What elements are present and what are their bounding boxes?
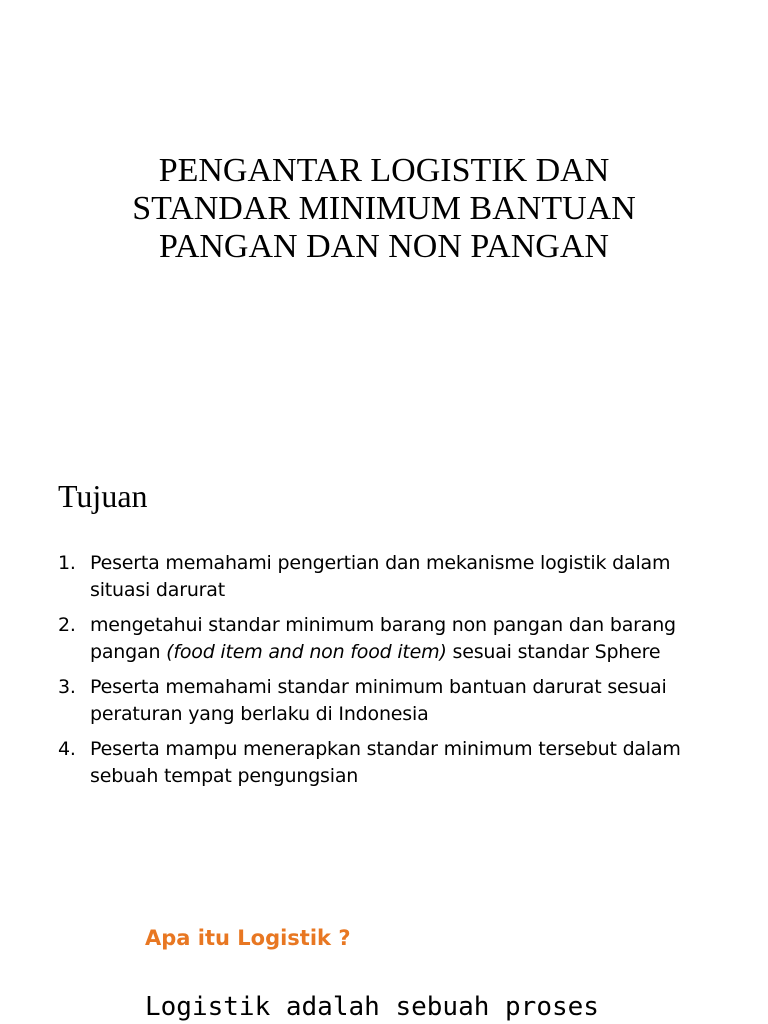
objective-text: Peserta memahami pengertian dan mekanisme logistik dalam situasi darurat xyxy=(90,552,671,601)
logistik-body: Logistik adalah sebuah proses xyxy=(145,992,599,1022)
objective-item xyxy=(58,674,718,728)
objective-text: Peserta memahami standar minimum bantuan darurat sesuai peraturan yang berlaku di Indonesia xyxy=(90,676,667,725)
objective-text-part: sesuai standar Sphere xyxy=(446,641,661,663)
objective-text-italic: (food item and non food item) xyxy=(166,641,447,663)
title-line: STANDAR MINIMUM BANTUAN xyxy=(132,190,636,227)
objective-text: Peserta mampu menerapkan standar minimum tersebut dalam sebuah tempat pengungsian xyxy=(90,738,681,787)
objective-text-part: mengetahui standar minimum barang non pangan dan barang pangan xyxy=(90,614,676,663)
objective-item xyxy=(58,612,718,666)
objectives-list xyxy=(58,550,718,798)
objective-number: 4. xyxy=(58,738,76,760)
logistik-heading: Apa itu Logistik ? xyxy=(145,926,351,950)
title-slide xyxy=(0,0,768,440)
objectives-heading: Tujuan xyxy=(58,478,148,514)
objectives-slide xyxy=(0,440,768,860)
logistik-slide xyxy=(0,860,768,1024)
objective-number: 1. xyxy=(58,552,76,574)
slide-title xyxy=(60,152,708,266)
objective-number: 2. xyxy=(58,614,76,636)
title-line: PENGANTAR LOGISTIK DAN xyxy=(158,152,610,189)
objective-item xyxy=(58,550,718,604)
title-line: PANGAN DAN NON PANGAN xyxy=(159,228,609,265)
objective-text xyxy=(90,612,718,666)
objective-number: 3. xyxy=(58,676,76,698)
objective-item xyxy=(58,736,718,790)
